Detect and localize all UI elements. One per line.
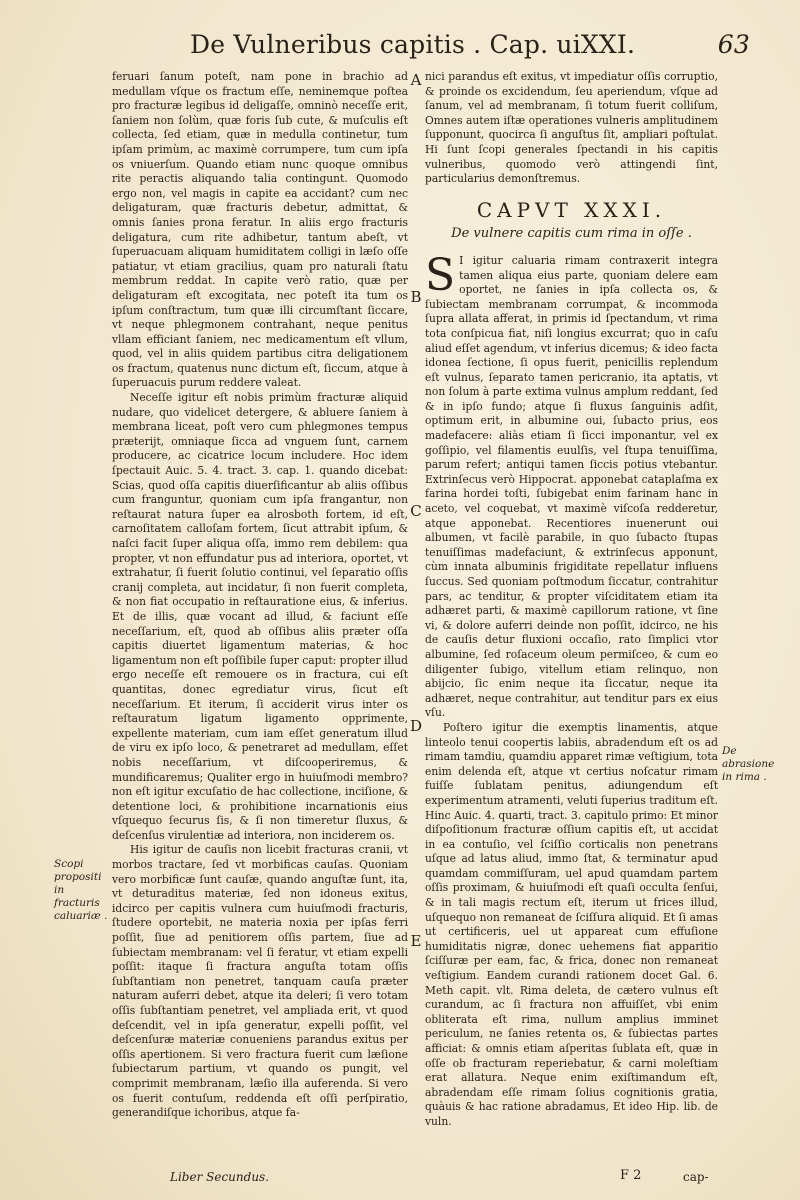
paragraph: feruari ſanum poteſt, nam pone in brachio ad medullam vſque os fractum eſſe, neminemque poſtea pro fracturæ legibus id deligaſſe, omninò neceſſe erit, ſaniem non ſolùm, quæ foris ſub cute, & muſculis eſt collecta, ſed etiam, quæ in medulla continetur, tum ipſam primùm, ac maximè corrumpere, tum cum ipſa os vniuerſum. Quando etiam nunc quoque omnibus rite peractis aliquando talia contingunt. Quomodo ergo non, vel magis in capite ea accidant? cum nec deligaturam, quæ fracturis debetur, admittat, & omnis ſanies prona feratur. In aliis ergo fracturis deligatura, cum rite adhibetur, tantum abeſt, vt ſuperuacuam aliquam humiditatem colligi in læſo oſſe patiatur, vt etiam gracilius, quam pro naturali ſtatu membrum reddat. In capite verò ratio, quæ per deligaturam eſt excogitata, nec poteſt ita tum os ipſum conſtractum, tum quæ illi circumſtant ſiccare, vt neque phlegmonem contrahant, neque penitus vllam efficiant ſaniem, nec medicamentum eſt vllum, quod, vel in aliis quidem partibus citra deligationem os fractum, quatenus nunc dictum eſt, ſiccum, atque à ſuperuacuis purum reddere valeat.: [112, 70, 408, 390]
paragraph: [425, 249, 718, 721]
signature-mark: F 2: [620, 1168, 642, 1183]
chapter-title: CAPVT XXXI.: [476, 197, 667, 222]
paragraph: nici parandus eſt exitus, vt impediatur oſſis corruptio, & proinde os excidendum, ſeu aperiendum, vſque ad ſanum, vel ad membranam, ſi totum fuerit colliſum, Omnes autem iſtæ operationes vulneris amplitudinem ſupponunt, quocirca ſi anguſtus ſit, ampliari poſtulat. Hi ſunt ſcopi generales ſpectandi in his capitis vulneribus, quomodo verò attingendi ſint, particularius demonſtremus.: [425, 70, 718, 186]
running-title: De Vulneribus capitis . Cap. uiXXI.: [190, 30, 636, 59]
margin-letter-a: A: [410, 71, 422, 89]
margin-note-right: De abrasione in rima .: [722, 745, 775, 783]
catchword: cap-: [683, 1170, 709, 1184]
paragraph: His igitur de cauſis non licebit fracturas cranii, vt morbos tractare, ſed vt morbificas cauſas. Quoniam vero morbificæ ſunt cauſæ, quando anguſtæ ſunt, ita, vt deturaditus materiæ, ſed non idoneus exitus, idcirco per capitis vulnera cum huiuſmodi fracturis, ſtudere oportebit, ne materia noxia per ipſas ferri poſſit, ſiue ad penitiorem oſſis partem, ſiue ad ſubiectam membranam: vel ſi feratur, vt etiam expelli poſſit: itaque ſi fractura anguſta totam oſſis ſubſtantiam non penetret, tanquam cauſa præter naturam auferri debet, atque ita deleri; ſi vero totam oſſis ſubſtantiam penetret, vel ampliada erit, vt quod deſcendit, vel in ipſa generatur, expelli poſſit, vel deſcenſuræ materiæ conueniens parandus exitus per oſſis apertionem. Si vero fractura fuerit cum læſione ſubiectarum partium, vt quando os pungit, vel comprimit membranam, læſio illa auferenda. Si vero os fuerit contuſum, reddenda eſt oſſi perſpiratio, generandiſque ichoribus, atque fa-: [112, 843, 408, 1120]
footer-book-title: Liber Secundus.: [170, 1170, 270, 1184]
right-column: [425, 70, 718, 1130]
margin-letter-e: E: [410, 932, 422, 950]
paragraph: Neceſſe igitur eſt nobis primùm fracturæ aliquid nudare, quo videlicet detergere, & abluere ſaniem à membrana liceat, poſt vero cum phlegmones tempus præterijt, omniaque ſicca ad vnguem ſunt, carnem producere, ac cicatrice locum includere. Hoc idem ſpectauit Auic. 5. 4. tract. 3. cap. 1. quando dicebat: Scias, quod oſſa capitis diuerſificantur ab aliis oſſibus cum franguntur, quoniam cum ipſa frangantur, non reſtaurat natura ſuper ea alrosboth fortem, id eſt, carnoſitatem calloſam fortem, ſicut attrabit ipſum, & naſci facit ſuper aliqua oſſa, immo rem debilem: qua propter, vt non effundatur pus ad interiora, oportet, vt extrahatur, ſi fuerit ſolutio continui, vel ſeparatio oſſis cranij completa, aut incidatur, ſi non fuerit completa, & non fiat occupatio in reſtauratione eius, & inferius. Et de illis, quæ vocant ad illud, & faciunt eſſe neceſſarium, eſt, quod ab oſſibus aliis præter oſſa capitis diuertet ligamentum materias, & hoc ligamentum non eſt poſſibile ſuper caput: propter illud ergo neceſſe eſt remouere os in fractura, cui eſt quantitas, donec egrediatur virus, ſicut eſt neceſſarium. Et iterum, ſi acciderit virus inter os reſtauratum ligatum ligamento opprimente, expellente materiam, cum iam eſſet generatum illud de viru ex ipſo loco, & penetraret ad medullam, eſſet nobis neceſſarium, vt diſcooperiremus, & mundificaremus; Qualiter ergo in huiuſmodi membro? non eſt igitur excuſatio de hac collectione, inciſione, & detentione loci, & prohibitione incarnationis eius vſquequo ſecurus ſis, & ſi non timeretur ſluxus, & deſcenſus virulentiæ ad interiora, non inciderem os.: [112, 391, 408, 842]
margin-letter-c: C: [410, 502, 422, 520]
margin-letter-d: D: [409, 717, 423, 735]
paragraph: Poſtero igitur die exemptis linamentis, atque linteolo tenui coopertis labiis, abradendum eſt os ad rimam tamdiu, quamdiu apparet rimæ veſtigium, tota enim delenda eſt, atque vt certius noſcatur rimam fuiſſe ſublatam penitus, adiungendum eſt experimentum atramenti, veluti ſuperius traditum eſt. Hinc Auic. 4. quarti, tract. 3. capitulo primo: Et minor diſpoſitionum fracturæ oſſium capitis eſt, ut accidat in ea contuſio, vel ſciſſio corticalis non penetrans uſque ad latus aliud, immo ſtat, & terminatur apud quamdam commiſſuram, uel apud quamdam partem oſſis proximam, & huiuſmodi eſt quaſi occulta ſenſui, & in tali magis rectum eſt, iterum ut frices illud, uſquequo non remaneat de ſciſſura aliquid. Et ſi amas ut certificeris, uel ut appareat cum effuſione humiditatis nigræ, donec uehemens fiat apparitio ſciſſuræ per eam, fac, & frica, donec non remaneat veſtigium. Eandem curandi rationem docet Gal. 6. Meth capit. vlt. Rima deleta, de cætero vulnus eſt curandum, ac ſi fractura non affuiſſet, vbi enim obliterata eſt rima, nullum amplius imminet periculum, ne ſanies retenta os, & ſubiectas partes afficiat: & omnis etiam aſperitas ſublata eſt, quæ in oſſe ob fracturam reperiebatur, & carni moleſtiam erat allatura. Neque enim exiſtimandum eſt, abradendam eſſe rimam ſolius cognitionis gratia, quàuis & hac ratione abradamus, Et ideo Hip. lib. de vuln.: [425, 720, 719, 1128]
margin-letter-b: B: [410, 288, 422, 306]
running-head: [190, 30, 750, 66]
chapter-subtitle: De vulnere capitis cum rima in oſſe .: [451, 226, 692, 242]
paragraph-text: I igitur caluaria rimam contraxerit integra tamen aliqua eius parte, quoniam delere eam oportet, ne ſanies in ipſa collecta os, & ſubiectam membranam corrumpat, & incommoda ſupra allata afferat, in primis id ſpectandum, vt rima tota conſpicua fiat, niſi longius excurrat; quo in caſu aliud eſſet agendum, vt inferius dicemus; & ideo facta idonea ſectione, ſi opus fuerit, penicillis replendum eſt vulnus, ſeparato tamen pericranio, ita aptatis, vt non ſolum à parte extima vulnus amplum reddant, ſed & in ipſo fundo; atque ſi fluxus ſanguinis adſit, optimum erit, in albumine oui, ſubacto prius, eos madefacere: aliàs etiam ſi ſicci imponantur, vel ex goſſipio, vel filamentis euulſis, vel ſtupa tenuiſſima, parum refert; antiqui tamen ſiccis potius vtebantur. Extrinſecus verò Hippocrat. apponebat cataplaſma ex farina hordei toſti, ſubigebat enim farinam hanc in aceto, vel coquebat, vt maximè viſcoſa redderetur, atque apponebat. Recentiores inuenerunt oui albumen, vt facilè parabile, in quo ſubacto ſtupas tenuiſſimas madefaciunt, & extrinſecus apponunt, cùm innata albuminis frigiditate repellatur influens ſuccus. Sed quoniam poſtmodum ſiccatur, contrahitur pars, ac tenditur, & propter viſciditatem etiam ita adhæret parti, & maximè capillorum ratione, vt ſine vi, & dolore auferri deinde non poſſit, idcirco, ne his de cauſis detur fluxioni occaſio, rato ſimplici vtor albumine, ſed roſaceum oleum permiſceo, & cum eo diligenter ſubigo, vitellum etiam relinquo, non abijcio, ſic enim neque ita ſiccatur, neque ita adhæret, neque contrahitur, aut tenditur pars ex eius vſu.: [425, 253, 718, 720]
page-number: 63: [717, 30, 750, 59]
margin-note-left: Scopi propositi in fracturis caluariæ .: [54, 858, 108, 922]
drop-capital: S: [425, 249, 456, 301]
left-column: [112, 70, 408, 1121]
